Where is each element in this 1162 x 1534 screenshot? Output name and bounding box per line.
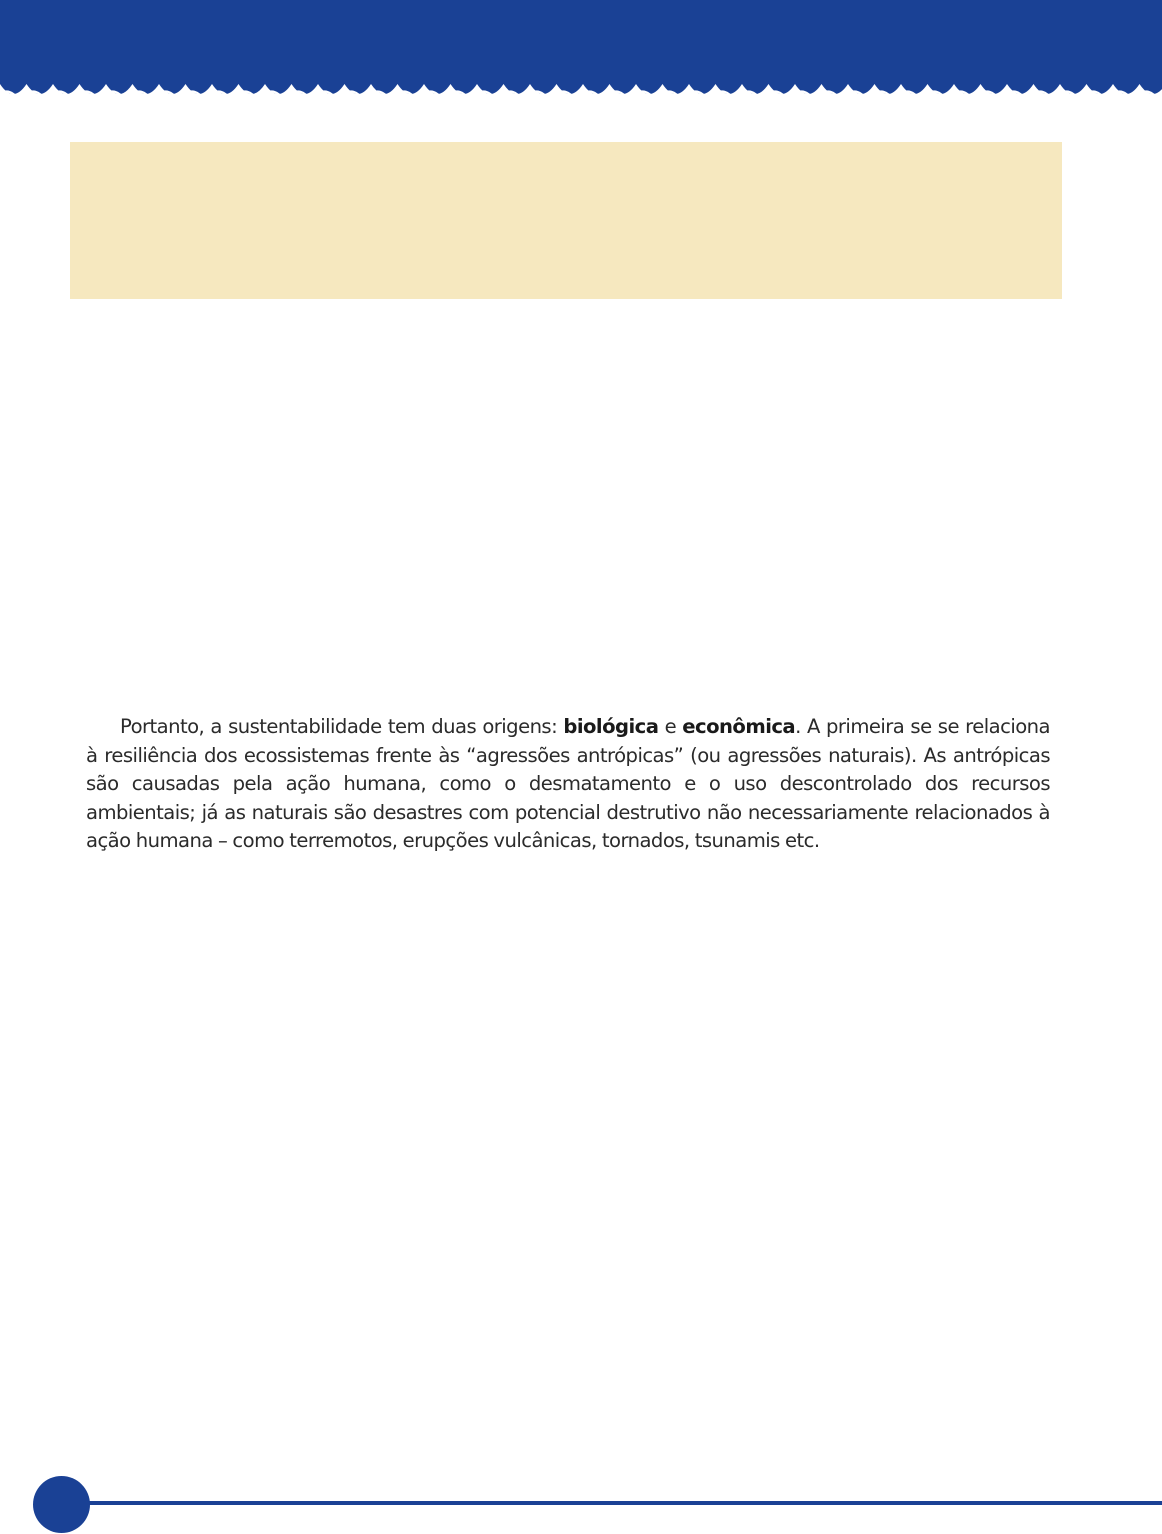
body-paragraph xyxy=(86,713,1050,856)
paragraph-text-3: . A primeira se se relaciona à resiliência dos ecossistemas frente às “agressões antrópicas” (ou agressões naturais). As antrópicas são causadas pela ação humana, como o desmatamento e o uso descontrolado dos recursos ambientais; já as naturais são desastres com potencial destrutivo não necessariamente relacionados à ação humana – como terremotos, erupções vulcânicas, tornados, tsunamis etc. xyxy=(86,715,1050,853)
page-number-badge xyxy=(33,1476,90,1533)
paragraph-text-2: e xyxy=(658,715,683,738)
header-band xyxy=(0,0,1162,104)
note-box xyxy=(70,142,1062,299)
wave-blue-edge xyxy=(0,0,1162,94)
bold-term-economica: econômica xyxy=(682,715,796,738)
bold-term-biologica: biológica xyxy=(563,715,659,738)
wave-border xyxy=(0,0,1162,104)
footer-rule xyxy=(60,1501,1162,1505)
paragraph-text-1: Portanto, a sustentabilidade tem duas origens: xyxy=(120,715,564,738)
